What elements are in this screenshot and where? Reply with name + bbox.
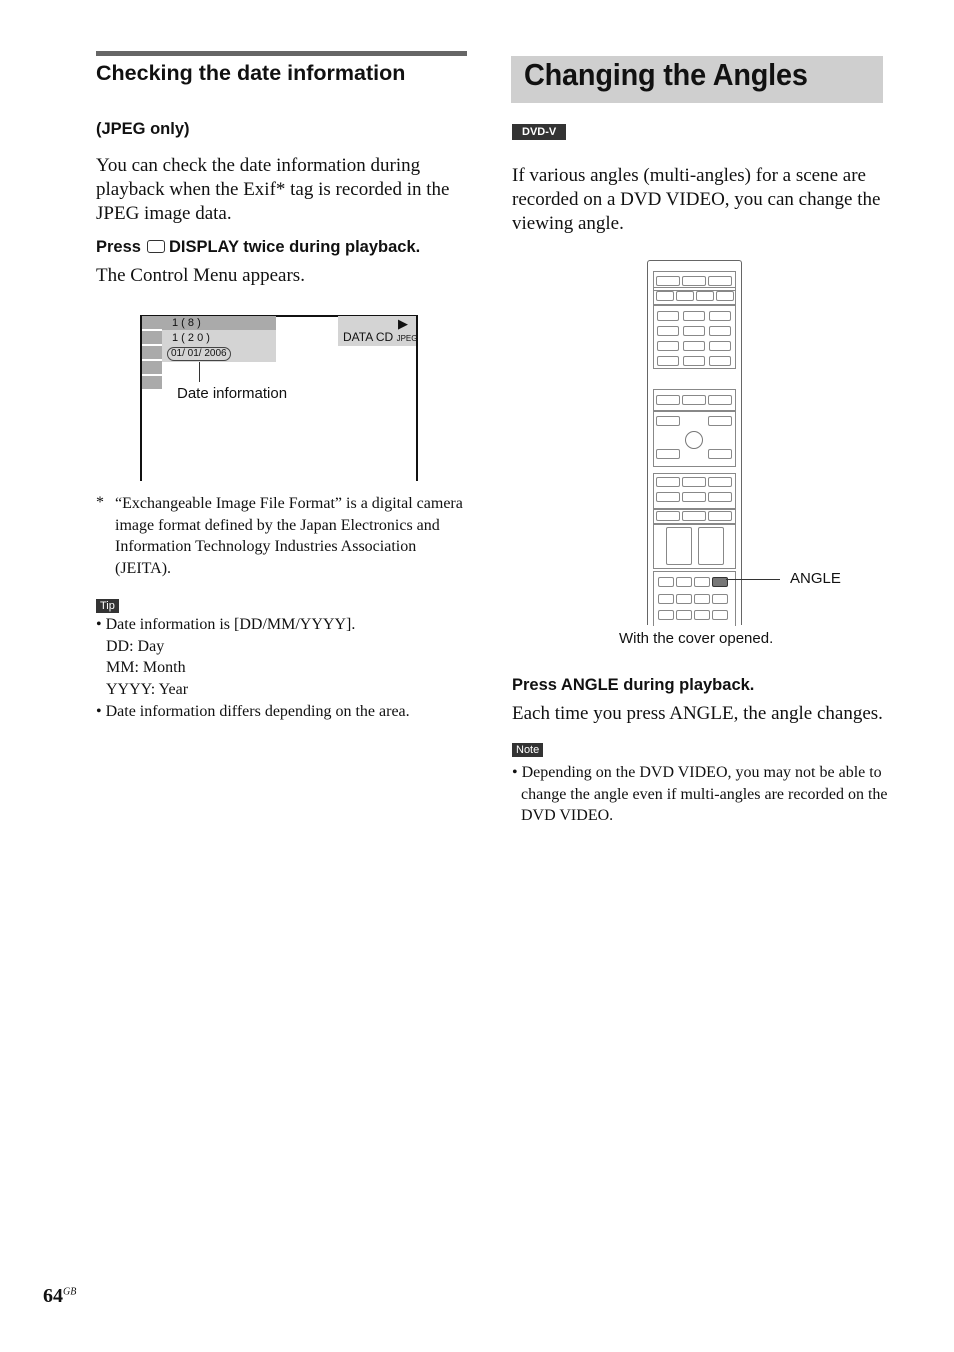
remote-button [682, 492, 706, 502]
figure-caption: With the cover opened. [619, 630, 774, 647]
tip-list [96, 614, 468, 700]
page-number-suffix: GB [63, 1286, 77, 1298]
remote-button [658, 577, 674, 587]
remote-button [708, 477, 732, 487]
section-heading: Checking the date information [96, 61, 406, 85]
remote-button [656, 416, 680, 426]
remote-button [656, 477, 680, 487]
callout-line [199, 362, 200, 382]
remote-button [709, 341, 731, 351]
control-menu-figure [140, 315, 418, 481]
remote-button [709, 356, 731, 366]
intro-paragraph: You can check the date information during playback when the Exif* tag is recorded in the JPEG image data. [96, 155, 450, 224]
menu-icon [142, 361, 162, 376]
remote-button [694, 594, 710, 604]
remote-button [657, 341, 679, 351]
remote-button [656, 395, 680, 405]
remote-button [657, 311, 679, 321]
remote-button [676, 577, 692, 587]
page-number [43, 1285, 76, 1308]
remote-button [658, 594, 674, 604]
remote-button [712, 594, 728, 604]
remote-button [656, 291, 674, 301]
remote-button [694, 610, 710, 620]
disc-type-badge: DVD-V [512, 124, 566, 140]
tip-badge: Tip [96, 599, 119, 613]
remote-button [676, 610, 692, 620]
remote-button [676, 291, 694, 301]
remote-button [656, 511, 680, 521]
play-icon: ▶ [398, 316, 408, 331]
enter-joystick-icon [685, 431, 703, 449]
tip-item: • Date information is [DD/MM/YYYY]. [96, 616, 356, 633]
page-title: Changing the Angles [524, 57, 808, 92]
section-subheading: (JPEG only) [96, 120, 190, 138]
menu-icon [142, 331, 162, 346]
result-text: The Control Menu appears. [96, 265, 305, 286]
remote-button [708, 395, 732, 405]
source-format: JPEG [396, 334, 418, 343]
remote-button [708, 492, 732, 502]
remote-button [657, 326, 679, 336]
display-button-icon [147, 240, 165, 253]
remote-button [682, 395, 706, 405]
remote-button [656, 276, 680, 286]
tip-item: • Date information differs depending on the area. [96, 703, 410, 720]
remote-button [708, 449, 732, 459]
remote-button [712, 610, 728, 620]
tip-subitem: MM: Month [106, 659, 186, 676]
remote-button [716, 291, 734, 301]
section-rule [96, 51, 467, 56]
remote-button [683, 341, 705, 351]
volume-rocker [666, 527, 692, 565]
menu-icon [142, 316, 162, 331]
note-text: • Depending on the DVD VIDEO, you may not be able to change the angle even if multi-angles are recorded on the DVD VIDEO. [512, 764, 888, 824]
remote-button [708, 416, 732, 426]
remote-button [683, 356, 705, 366]
remote-control-illustration [647, 260, 742, 625]
figure-caption: Date information [177, 385, 288, 402]
menu-icon [142, 346, 162, 361]
source-label [343, 330, 417, 344]
instruction-prefix: Press [96, 238, 141, 256]
remote-button [694, 577, 710, 587]
intro-paragraph: If various angles (multi-angles) for a scene are recorded on a DVD VIDEO, you can change the viewing angle. [512, 165, 881, 234]
source-name: DATA CD [343, 330, 394, 344]
remote-button [683, 326, 705, 336]
remote-button [682, 511, 706, 521]
angle-callout-label: ANGLE [790, 570, 841, 587]
remote-button [658, 610, 674, 620]
remote-button [696, 291, 714, 301]
remote-button [708, 276, 732, 286]
date-readout: 01/ 01/ 2006 [167, 347, 231, 361]
tip-subitem: YYYY: Year [106, 680, 189, 698]
remote-button [682, 477, 706, 487]
instruction-suffix: DISPLAY twice during playback. [168, 238, 421, 256]
remote-button [682, 276, 706, 286]
callout-line [726, 579, 780, 580]
footnote: “Exchangeable Image File Format” is a digital camera image format defined by the Japan Electronics and Information Technology Industries Association (JEITA). [115, 495, 463, 577]
remote-button [676, 594, 692, 604]
remote-button [709, 311, 731, 321]
page-number-value: 64 [43, 1285, 63, 1307]
instruction-press-display [96, 238, 420, 257]
remote-button [683, 311, 705, 321]
footnote-marker: * [96, 494, 104, 511]
remote-button [656, 492, 680, 502]
instruction-press-angle: Press ANGLE during playback. [512, 676, 755, 694]
note-badge: Note [512, 743, 543, 757]
menu-line-1: 1 ( 8 ) [172, 317, 201, 329]
tv-volume-rocker [698, 527, 724, 565]
result-text: Each time you press ANGLE, the angle changes. [512, 703, 883, 724]
menu-line-2: 1 ( 2 0 ) [172, 332, 210, 344]
tip-subitem: DD: Day [106, 637, 165, 655]
remote-button [709, 326, 731, 336]
menu-icon [142, 376, 162, 391]
remote-button [656, 449, 680, 459]
remote-button [708, 511, 732, 521]
remote-button [657, 356, 679, 366]
